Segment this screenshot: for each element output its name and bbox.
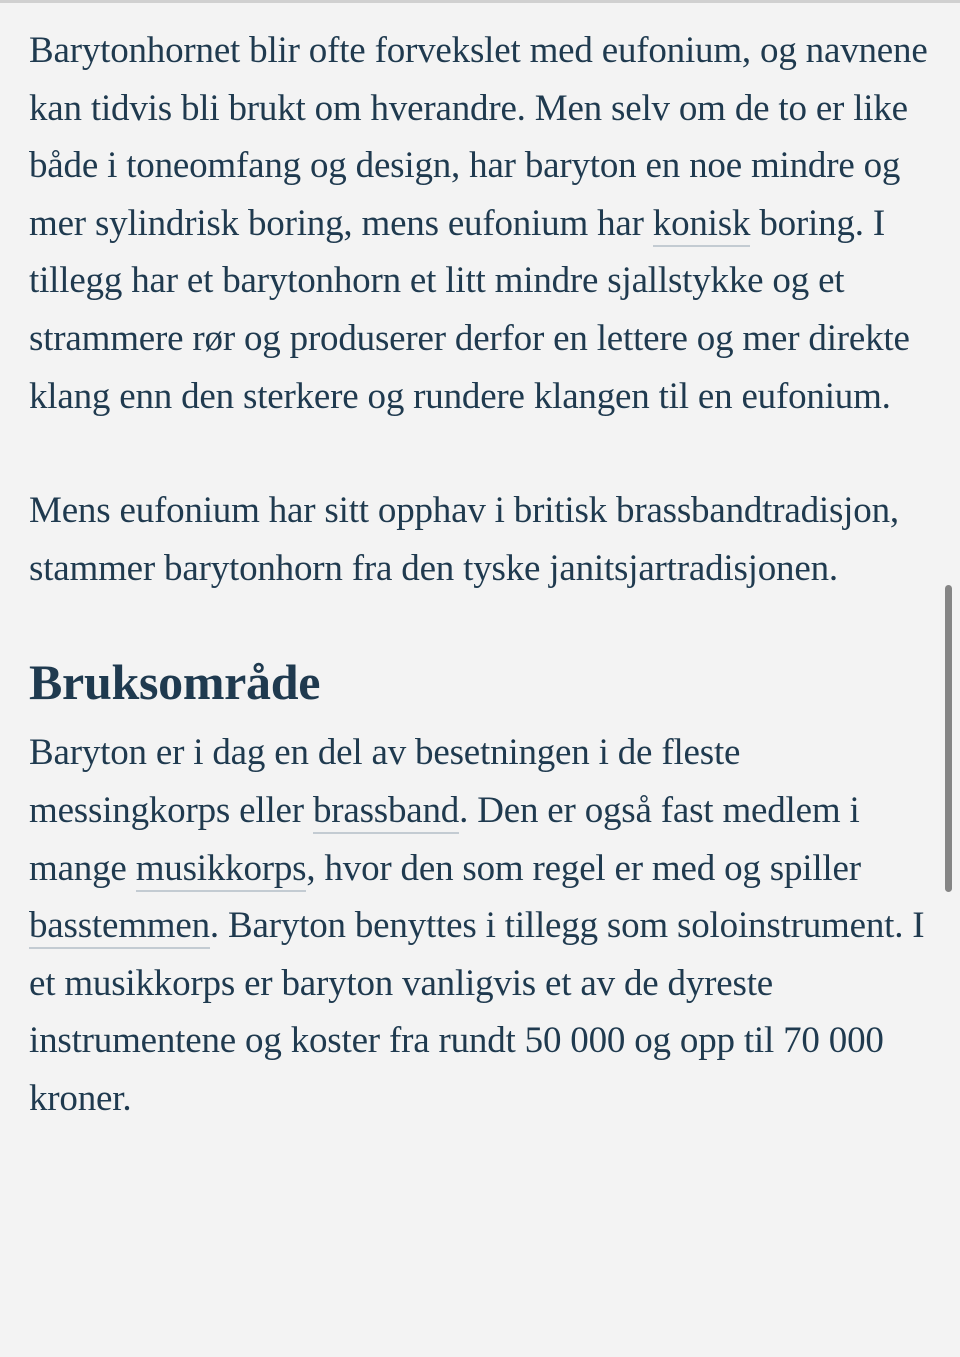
paragraph-1-text-a: Barytonhornet blir ofte forvekslet med eufonium, og navnene kan tidvis bli brukt om hverandre. Men selv om de to er like både i toneomfang og design, har baryton en noe mindre og mer sylindrisk boring, mens eufonium har bbox=[29, 30, 928, 244]
paragraph-2: Mens eufonium har sitt opphav i britisk brassbandtradisjon, stammer barytonhorn fra den tyske janitsjartradisjonen. bbox=[29, 490, 899, 589]
paragraph-3-text-d: . Baryton benyttes i tillegg som soloinstrument. I et musikkorps er baryton vanligvis et av de dyreste instrumentene og koster fra rundt 50 000 og opp til 70 000 kroner. bbox=[29, 905, 925, 1119]
paragraph-1 bbox=[29, 22, 934, 425]
link-musikkorps[interactable]: musikkorps bbox=[136, 848, 307, 892]
link-konisk[interactable]: konisk bbox=[653, 203, 750, 247]
section-heading: Bruksområde bbox=[29, 654, 321, 711]
link-brassband[interactable]: brassband bbox=[313, 790, 459, 834]
heading-spacer bbox=[29, 712, 934, 724]
section-spacer bbox=[29, 597, 934, 652]
paragraph-3 bbox=[29, 724, 934, 1127]
paragraph-3-text-c: , hvor den som regel er med og spiller bbox=[306, 847, 861, 889]
paragraph-1-text-b: boring. I tillegg har et barytonhorn et litt mindre sjallstykke og et strammere rør og produserer derfor en lettere og mer direkte klang enn den sterkere og rundere klangen til en eufonium. bbox=[29, 202, 910, 417]
article-body bbox=[29, 22, 934, 1128]
scrollbar-thumb[interactable] bbox=[945, 585, 952, 892]
paragraph-3-text-a: Baryton er i dag en del av besetningen i de fleste messingkorps eller bbox=[29, 732, 741, 831]
link-basstemmen[interactable]: basstemmen bbox=[29, 905, 210, 949]
paragraph-3-text-b: . Den er også fast medlem i mange bbox=[29, 789, 860, 889]
top-divider bbox=[0, 0, 960, 3]
paragraph-spacer bbox=[29, 425, 934, 482]
